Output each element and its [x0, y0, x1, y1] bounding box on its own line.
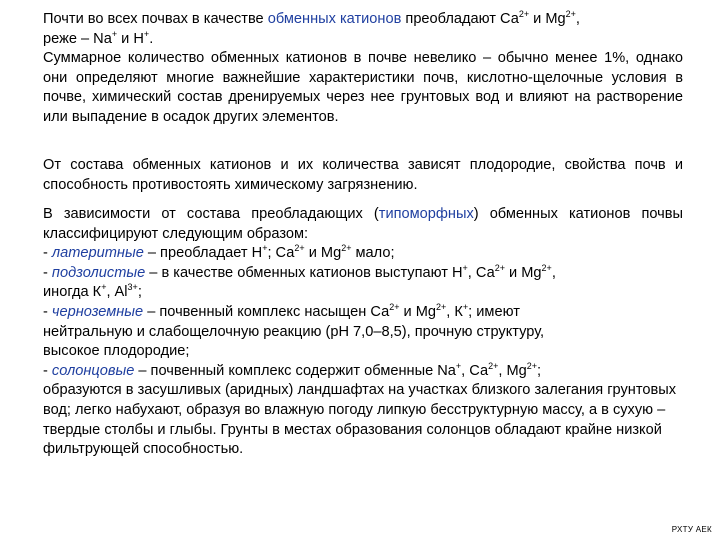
pod-h-charge: +	[462, 262, 468, 273]
lat-h-charge: +	[262, 243, 268, 254]
che-ca-charge: 2+	[389, 302, 400, 313]
list-dash: -	[43, 303, 52, 320]
intro-text-a: В зависимости от состава преобладающих (	[43, 206, 379, 222]
p1-summary: Суммарное количество обменных катионов в почве невелико – обычно менее 1%, однако они определяют многие важнейшие характеристики почв, кислотно-щелочные условия в почве, химический состав дренируемых через нее грунтовых вод и влияют на растворение или выпадение в осадок других элементов.	[43, 50, 683, 125]
lat-text-c: и Mg	[304, 245, 342, 262]
pod-al-charge: 3+	[127, 282, 138, 293]
che-k-charge: +	[462, 302, 469, 313]
intro-text-b: ) обменных катионов почвы классифицируют следующим образом:	[43, 206, 683, 242]
sol-mg-charge: 2+	[526, 360, 538, 371]
pod-text-d: ,	[551, 264, 556, 281]
che-text-d: ; имеют	[468, 303, 520, 320]
paragraph-classification	[43, 205, 683, 460]
term-podzolic: подзолистые	[51, 264, 146, 281]
pod-text-e: иногда К	[43, 284, 102, 301]
na-charge: +	[111, 28, 118, 39]
p1-text-g: .	[149, 30, 154, 47]
pod-ca-charge: 2+	[494, 262, 505, 273]
term-solonetz: солонцовые	[51, 362, 135, 379]
p1-text-e: реже – Na	[43, 30, 112, 47]
list-item-podzolic	[43, 264, 683, 284]
list-item-solonetz	[43, 362, 683, 382]
sol-ca-charge: 2+	[488, 360, 499, 371]
mg-charge: 2+	[565, 9, 576, 20]
ca-charge: 2+	[518, 9, 530, 20]
chernozem-fertility: высокое плодородие;	[43, 343, 190, 360]
term-typomorphic: типоморфных	[378, 206, 474, 222]
list-dash: -	[43, 362, 52, 379]
sol-text-b: , Са	[461, 362, 489, 379]
sol-text-c: , Mg	[498, 362, 527, 379]
lat-text-a: – преобладает Н	[143, 245, 263, 262]
term-lateritic: латеритные	[51, 245, 144, 262]
lat-text-b: ; Са	[267, 245, 295, 262]
classification-intro	[43, 205, 683, 244]
list-item-lateritic	[43, 244, 683, 264]
che-text-a: – почвенный комплекс насыщен Са	[143, 303, 390, 320]
lat-text-d: мало;	[351, 245, 395, 262]
paragraph-cation-composition	[43, 10, 683, 128]
paragraph-fertility	[43, 156, 683, 195]
footer-label: РХТУ АЕК	[671, 525, 712, 534]
sol-text-a: – почвенный комплекс содержит обменные Na	[134, 362, 456, 379]
p1-text-d: ,	[575, 11, 580, 27]
p1-text-b: преобладают Са	[401, 11, 519, 27]
p1-text-f: и Н	[117, 30, 144, 47]
pod-text-b: , Са	[467, 264, 495, 281]
sol-text-d: ;	[537, 362, 542, 379]
list-dash: -	[43, 264, 52, 281]
p2-text: От состава обменных катионов и их количества зависят плодородие, свойства почв и способность противостоять химическому загрязнению.	[43, 157, 683, 193]
term-exchange-cations: обменных катионов	[267, 11, 402, 27]
list-item-podzolic-cont	[43, 283, 683, 303]
sol-na-charge: +	[455, 360, 462, 371]
lat-mg-charge: 2+	[341, 243, 352, 254]
list-dash: -	[43, 245, 52, 262]
solonetz-description: образуются в засушливых (аридных) ландшафтах на участках близкого залегания грунтовых вод; легко набухают, образуя во влажную погоду липкую бесструктурную массу, а в сухую – твердые столбы и глыбы. Грунты в местах образования солонцов обладают крайне низкой фильтрующей способностью.	[43, 382, 677, 458]
pod-text-a: – в качестве обменных катионов выступают Н	[145, 264, 463, 281]
pod-text-g: ;	[137, 284, 142, 301]
list-item-chernozem	[43, 303, 683, 323]
pod-mg-charge: 2+	[541, 262, 552, 273]
pod-text-c: и Mg	[505, 264, 542, 281]
p1-text-a: Почти во всех почвах в качестве	[43, 11, 268, 27]
h-charge: +	[143, 28, 150, 39]
che-mg-charge: 2+	[436, 302, 447, 313]
pod-k-charge: +	[101, 282, 107, 293]
pod-text-f: , Al	[106, 284, 128, 301]
chernozem-reaction: нейтральную и слабощелочную реакцию (рН 7,0–8,5), прочную структуру,	[43, 323, 545, 340]
lat-ca-charge: 2+	[294, 243, 305, 254]
p1-text-c: и Mg	[529, 11, 566, 27]
term-chernozem: черноземные	[51, 303, 144, 320]
che-text-b: и Mg	[399, 303, 437, 320]
che-text-c: , К	[446, 303, 463, 320]
